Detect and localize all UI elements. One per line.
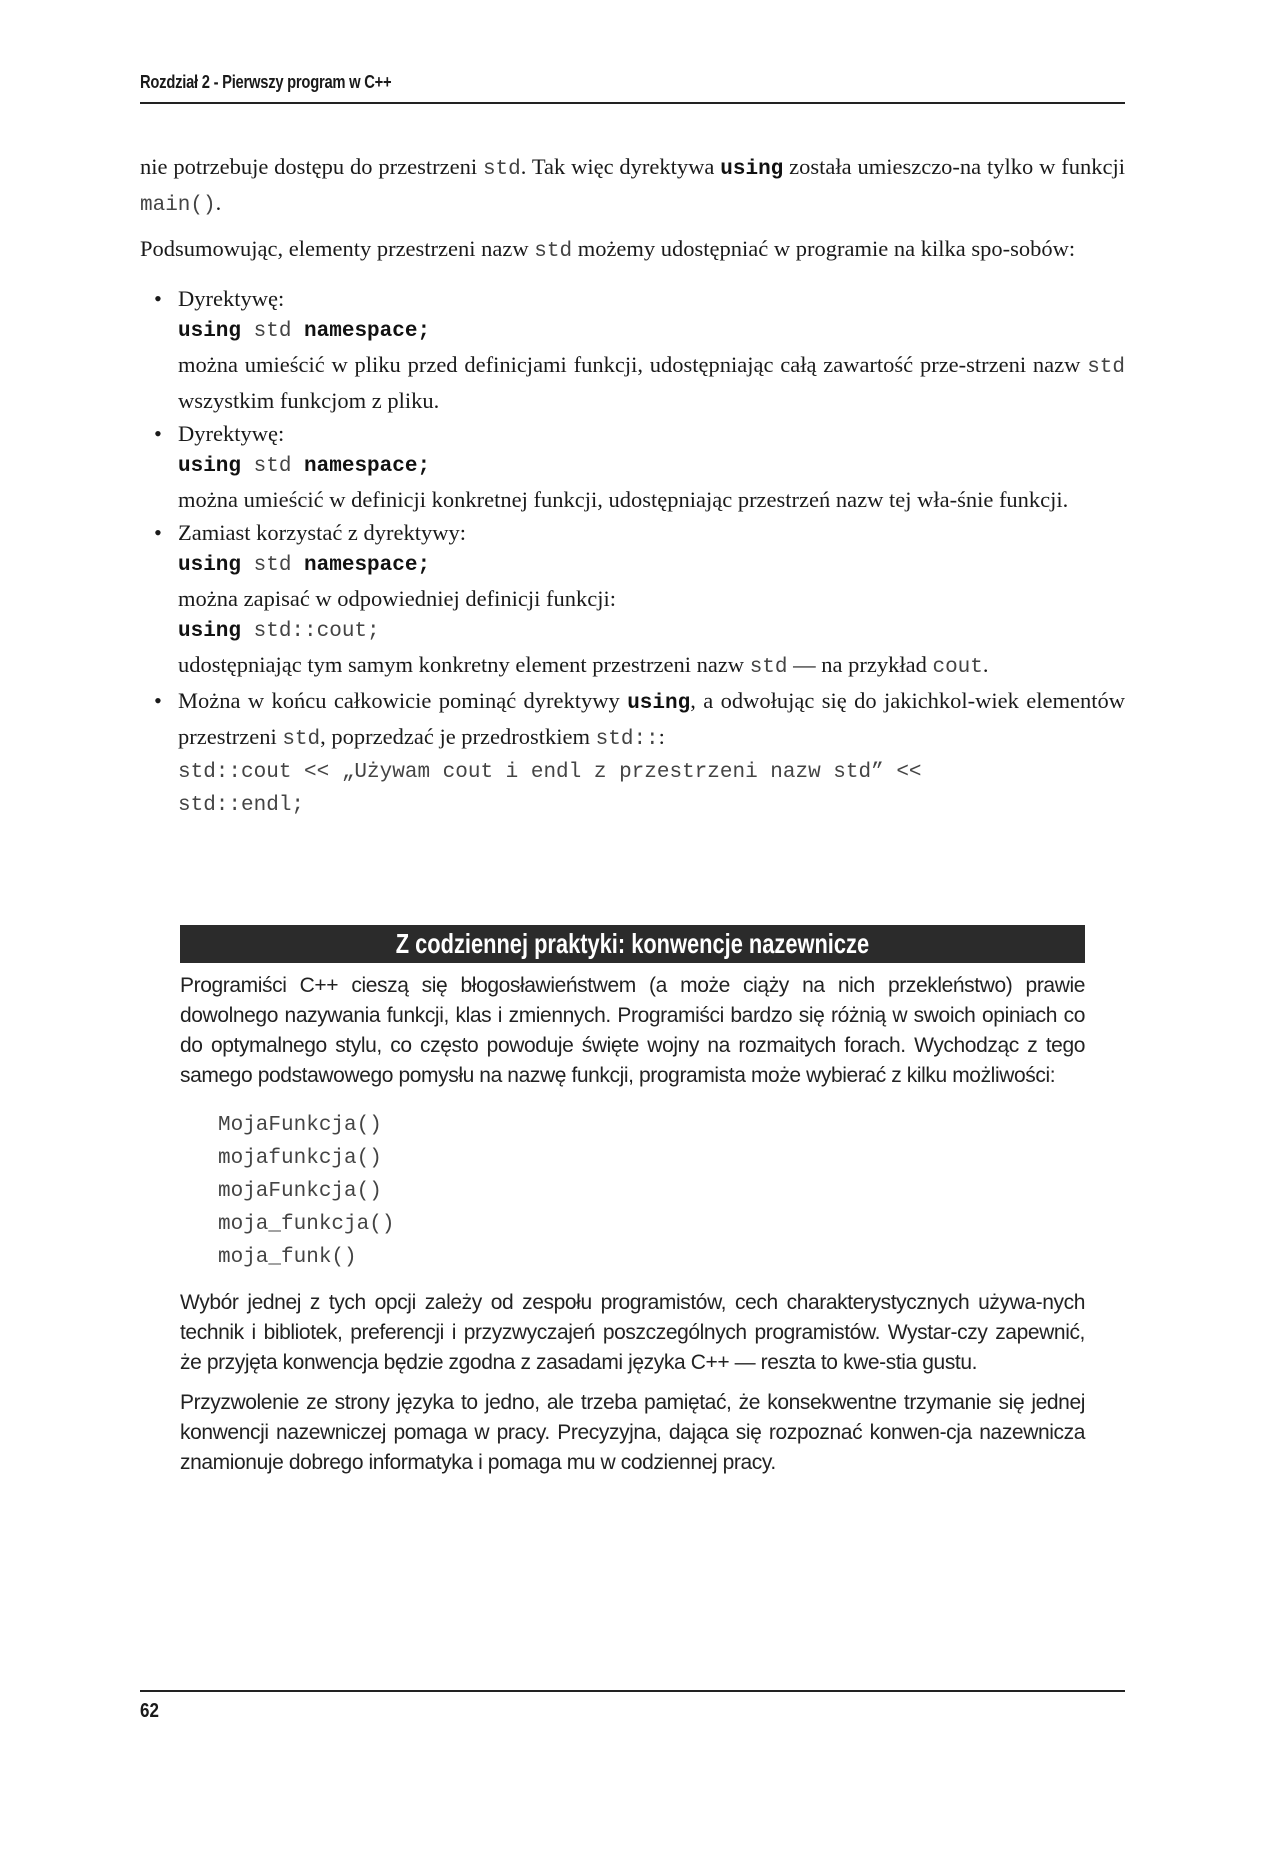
code-line — [178, 549, 1125, 582]
code-line — [178, 615, 1125, 648]
code-keyword: using — [178, 554, 242, 577]
text: . Tak więc dyrektywa — [520, 154, 721, 179]
page-number: 62 — [140, 1700, 159, 1722]
code-keyword: namespace; — [304, 554, 431, 577]
bullet-description — [178, 648, 1125, 684]
text: Podsumowując, elementy przestrzeni nazw — [140, 236, 535, 261]
box-paragraph: Wybór jednej z tych opcji zależy od zespołu programistów, cech charakterystycznych używa-nych technik i bibliotek, preferencji i przyzwyczajeń poszczególnych programistów. Wystar-czy zapewnić, że przyjęta konwencja będzie zgodna z zasadami języka C++ — reszta to kwe-stia gustu. — [180, 1291, 1085, 1374]
bullet-description: można umieścić w definicji konkretnej funkcji, udostępniając przestrzeń nazw tej wła-śnie funkcji. — [178, 487, 1069, 512]
code-line — [178, 315, 1125, 348]
text: nie potrzebuje dostępu do przestrzeni — [140, 154, 483, 179]
code-line: std::cout << „Używam cout i endl z przestrzeni nazw std” << — [178, 761, 922, 784]
inline-code: cout — [932, 656, 983, 679]
text: , a odwołując się do jakichkol-wiek elementów przestrzeni — [178, 688, 1126, 749]
bullet-intro: • Dyrektywę: — [178, 421, 285, 446]
footer-rule — [140, 1690, 1125, 1692]
code-keyword: using — [178, 620, 242, 643]
bullet-description: można zapisać w odpowiedniej definicji funkcji: — [178, 586, 616, 611]
text: — na przykład — [787, 652, 933, 677]
code-line: mojaFunkcja() — [218, 1180, 382, 1203]
text: wszystkim funkcjom z pliku. — [178, 388, 440, 413]
main-content — [140, 150, 1125, 822]
inline-code-keyword: using — [720, 158, 784, 181]
code-text: std — [241, 554, 305, 577]
practice-box — [180, 925, 1085, 1488]
box-title — [180, 925, 1085, 963]
inline-code-keyword: using — [627, 692, 691, 715]
function-name-examples — [218, 1109, 1085, 1274]
text: , poprzedzać je przedrostkiem — [320, 724, 596, 749]
list-item — [140, 282, 1125, 417]
box-paragraph: Programiści C++ cieszą się błogosławieństwem (a może ciąży na nich przekleństwo) prawie dowolnego nazywania funkcji, klas i zmiennych. Programiści bardzo się różnią w swoich opiniach co do optymalnego stylu, co często powoduje święte wojny na rozmaitych forach. Wychodząc z tego samego podstawowego pomysłu na nazwę funkcji, programista może wybierać z kilku możliwości: — [180, 974, 1085, 1087]
bullet-intro: • Dyrektywę: — [178, 286, 285, 311]
inline-code: std — [282, 728, 321, 751]
header-rule — [140, 102, 1125, 104]
code-text: std — [241, 320, 305, 343]
code-line: mojafunkcja() — [218, 1147, 382, 1170]
code-line: MojaFunkcja() — [218, 1114, 382, 1137]
list-item — [140, 684, 1125, 822]
text: możemy udostępniać w programie na kilka spo-sobów: — [572, 236, 1076, 261]
box-body — [180, 971, 1085, 1478]
text: : — [658, 724, 665, 749]
list-item — [140, 516, 1125, 684]
code-line: moja_funkcja() — [218, 1213, 395, 1236]
code-keyword: using — [178, 320, 242, 343]
running-header: Rozdział 2 - Pierwszy program w C++ — [140, 72, 392, 92]
code-line — [178, 450, 1125, 483]
methods-list — [140, 282, 1125, 822]
inline-code: std — [749, 656, 788, 679]
code-keyword: namespace; — [304, 320, 431, 343]
code-line: std::endl; — [178, 794, 305, 817]
paragraph-summary — [140, 232, 1125, 268]
text: Można w końcu całkowicie pominąć dyrektywy — [178, 688, 628, 713]
text: została umieszczo-na tylko w funkcji — [783, 154, 1125, 179]
code-text: std — [241, 455, 305, 478]
text: . — [215, 190, 222, 215]
inline-code: main() — [140, 194, 216, 217]
code-keyword: namespace; — [304, 455, 431, 478]
box-paragraph: Przyzwolenie ze strony języka to jedno, ale trzeba pamiętać, że konsekwentne trzymanie się jednej konwencji nazewniczej pomaga w pracy. Precyzyjna, dająca się rozpoznać konwen-cja nazewnicza znamionuje dobrego informatyka i pomaga mu w codziennej pracy. — [180, 1391, 1085, 1474]
text: można umieścić w pliku przed definicjami funkcji, udostępniając całą zawartość prze-strzeni nazw — [178, 352, 1088, 377]
inline-code: std — [534, 240, 573, 263]
paragraph-intro — [140, 150, 1125, 222]
code-text: std::cout; — [241, 620, 380, 643]
inline-code: std:: — [595, 728, 659, 751]
text: udostępniając tym samym konkretny element przestrzeni nazw — [178, 652, 750, 677]
bullet-intro: • Zamiast korzystać z dyrektywy: — [178, 520, 467, 545]
box-title-text: Z codziennej praktyki: konwencje nazewnicze — [395, 928, 870, 959]
text: . — [982, 652, 989, 677]
list-item — [140, 417, 1125, 516]
inline-code: std — [482, 158, 521, 181]
code-keyword: using — [178, 455, 242, 478]
bullet-description — [178, 684, 1125, 756]
bullet-description — [178, 348, 1125, 417]
inline-code: std — [1087, 356, 1125, 379]
code-line: moja_funk() — [218, 1246, 357, 1269]
